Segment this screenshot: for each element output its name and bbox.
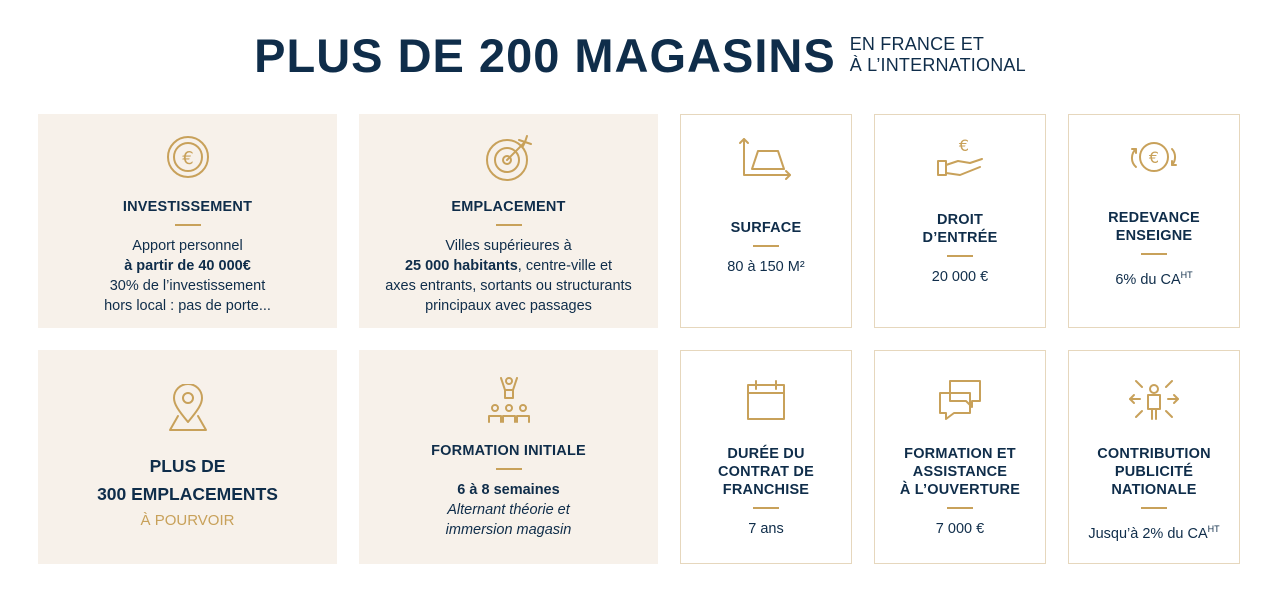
body-line: Apport personnel <box>132 238 243 254</box>
emplacements-cta: À POURVOIR <box>140 512 235 529</box>
body-line <box>385 256 632 276</box>
divider <box>947 507 973 509</box>
training-group-icon <box>481 376 537 426</box>
euro-coin-icon <box>160 134 216 184</box>
card-title <box>1097 445 1211 499</box>
value-superscript: HT <box>1207 524 1220 534</box>
divider <box>753 245 779 247</box>
target-icon <box>481 134 537 184</box>
divider <box>1141 253 1167 255</box>
card-body <box>104 236 271 316</box>
subtitle-line-1: EN FRANCE ET <box>849 34 985 54</box>
card-duree <box>680 350 852 564</box>
divider <box>947 255 973 257</box>
svg-text:€: € <box>958 136 970 155</box>
divider <box>1141 507 1167 509</box>
body-line <box>446 480 572 500</box>
divider <box>175 224 201 226</box>
card-body <box>385 236 632 316</box>
title-line: CONTRAT DE <box>718 464 814 480</box>
chat-bubbles-icon <box>932 377 988 427</box>
card-redevance <box>1068 114 1240 328</box>
body-line: principaux avec passages <box>425 298 592 314</box>
page-title: PLUS DE 200 MAGASINS <box>254 29 836 82</box>
card-value: 80 à 150 M² <box>727 259 805 275</box>
card-droit-entree <box>874 114 1046 328</box>
surface-area-icon <box>738 135 794 185</box>
card-body <box>446 480 572 540</box>
svg-text:€: € <box>1148 148 1160 167</box>
body-line: 30% de l’investissement <box>109 278 266 294</box>
card-value <box>1115 265 1192 290</box>
hand-euro-icon <box>932 135 988 185</box>
subtitle-line-2: À L’INTERNATIONAL <box>849 55 1026 75</box>
card-contribution <box>1068 350 1240 564</box>
title-line: CONTRIBUTION <box>1097 446 1211 462</box>
card-formation-initiale <box>359 350 658 564</box>
card-title <box>900 445 1020 499</box>
emplacements-heading <box>97 452 278 508</box>
body-line: Villes supérieures à <box>445 238 572 254</box>
body-emphasis: 6 à 8 semaines <box>457 482 560 498</box>
card-surface <box>680 114 852 328</box>
body-line: immersion magasin <box>445 522 572 538</box>
card-emplacements <box>38 350 337 564</box>
divider <box>496 224 522 226</box>
card-title <box>718 445 814 499</box>
heading-line: PLUS DE <box>149 456 226 476</box>
body-emphasis: 25 000 habitants <box>404 258 518 274</box>
card-formation-assistance <box>874 350 1046 564</box>
body-line <box>104 256 271 276</box>
body-line: hors local : pas de porte... <box>104 298 271 314</box>
card-title: SURFACE <box>730 220 802 236</box>
body-text: , centre-ville et <box>517 258 613 274</box>
value-text: 6% du CA <box>1115 271 1181 288</box>
title-line: ENSEIGNE <box>1115 228 1193 244</box>
body-line: axes entrants, sortants ou structurants <box>385 278 632 294</box>
title-line: À L’OUVERTURE <box>899 482 1021 498</box>
card-value: 20 000 € <box>931 269 989 285</box>
value-text: Jusqu’à 2% du CA <box>1088 525 1208 542</box>
card-value: 7 000 € <box>935 521 985 537</box>
title-line: DURÉE DU <box>727 446 805 462</box>
title-line: NATIONALE <box>1111 482 1197 498</box>
body-emphasis: à partir de 40 000€ <box>124 258 251 274</box>
heading-line: 300 EMPLACEMENTS <box>97 484 278 504</box>
card-title <box>923 211 998 247</box>
card-title: INVESTISSEMENT <box>122 199 253 215</box>
svg-text:€: € <box>181 148 194 169</box>
card-title <box>1108 209 1200 245</box>
divider <box>753 507 779 509</box>
body-line: Alternant théorie et <box>447 502 570 518</box>
card-value: 7 ans <box>748 521 784 537</box>
card-value <box>1088 519 1219 544</box>
page-subtitle <box>850 34 1026 76</box>
title-line: FRANCHISE <box>722 482 810 498</box>
euro-cycle-icon <box>1126 135 1182 185</box>
title-line: ASSISTANCE <box>912 464 1008 480</box>
card-title: FORMATION INITIALE <box>431 443 586 459</box>
title-line: DROIT <box>936 212 984 228</box>
card-investissement <box>38 114 337 328</box>
title-line: REDEVANCE <box>1108 210 1200 226</box>
title-line: FORMATION ET <box>904 446 1016 462</box>
card-title: EMPLACEMENT <box>451 199 566 215</box>
map-pin-icon <box>160 384 216 434</box>
network-person-icon <box>1126 377 1182 427</box>
calendar-icon <box>738 377 794 427</box>
page-header <box>0 28 1280 84</box>
card-emplacement <box>359 114 658 328</box>
value-superscript: HT <box>1180 270 1193 280</box>
title-line: D’ENTRÉE <box>922 230 998 246</box>
divider <box>496 468 522 470</box>
title-line: PUBLICITÉ <box>1114 464 1194 480</box>
